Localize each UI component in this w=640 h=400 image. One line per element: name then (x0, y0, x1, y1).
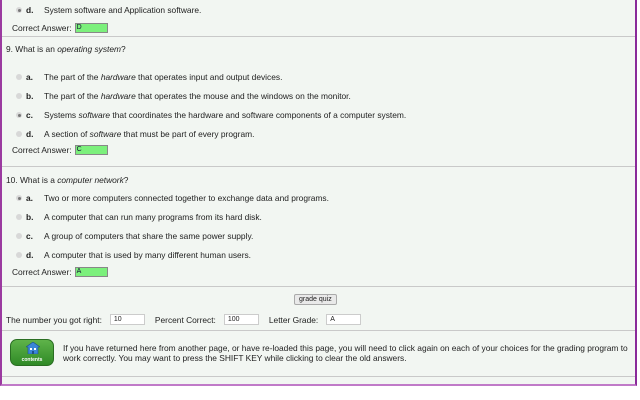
correct-answer-box: D (75, 23, 108, 33)
radio-button[interactable] (16, 74, 22, 80)
q8-correct-answer: Correct Answer: D (12, 23, 108, 33)
q9-option-c[interactable]: c. Systems software that coordinates the hardware and software components of a computer system. (16, 110, 406, 120)
radio-button[interactable] (16, 195, 22, 201)
q9-option-b[interactable]: b. The part of the hardware that operates the mouse and the windows on the monitor. (16, 91, 351, 101)
q10-correct-answer: Correct Answer: A (12, 267, 108, 277)
q9-option-a[interactable]: a. The part of the hardware that operates input and output devices. (16, 72, 282, 82)
letter-grade-field[interactable]: A (326, 314, 361, 325)
radio-button[interactable] (16, 214, 22, 220)
house-icon (26, 342, 40, 354)
radio-button[interactable] (16, 233, 22, 239)
contents-button[interactable]: contents (10, 339, 54, 366)
question-9-section (2, 44, 635, 167)
correct-answer-box: A (75, 267, 108, 277)
q10-option-a[interactable]: a. Two or more computers connected together to exchange data and programs. (16, 193, 329, 203)
radio-button[interactable] (16, 131, 22, 137)
radio-button[interactable] (16, 112, 22, 118)
question-8-section (2, 0, 635, 37)
radio-button[interactable] (16, 93, 22, 99)
grade-results-row: The number you got right: 10 Percent Correct: 100 Letter Grade: A (6, 314, 371, 325)
q9-option-d[interactable]: d. A section of software that must be part of every program. (16, 129, 254, 139)
grading-section (2, 289, 635, 331)
q10-option-c[interactable]: c. A group of computers that share the same power supply. (16, 231, 253, 241)
question-9-title: 9. What is an operating system? (6, 44, 126, 54)
question-10-title: 10. What is a computer network? (6, 175, 129, 185)
question-10-section (2, 175, 635, 287)
q10-option-b[interactable]: b. A computer that can run many programs from its hard disk. (16, 212, 262, 222)
percent-correct-field[interactable]: 100 (224, 314, 259, 325)
radio-button[interactable] (16, 252, 22, 258)
correct-answer-box: C (75, 145, 108, 155)
q9-correct-answer: Correct Answer: C (12, 145, 108, 155)
number-right-field[interactable]: 10 (110, 314, 145, 325)
grade-quiz-button[interactable]: grade quiz (294, 294, 337, 305)
radio-button[interactable] (16, 7, 22, 13)
notice-text: If you have returned here from another page, or have re-loaded this page, you will need to click again on each of your choices for the grading program to work correctly. You may want to press the SHIFT KEY while clicking to clear the old answers. (63, 343, 628, 363)
reload-notice-section (2, 332, 635, 377)
q8-option-d[interactable]: d. System software and Application software. (16, 5, 201, 15)
q10-option-d[interactable]: d. A computer that is used by many different human users. (16, 250, 251, 260)
